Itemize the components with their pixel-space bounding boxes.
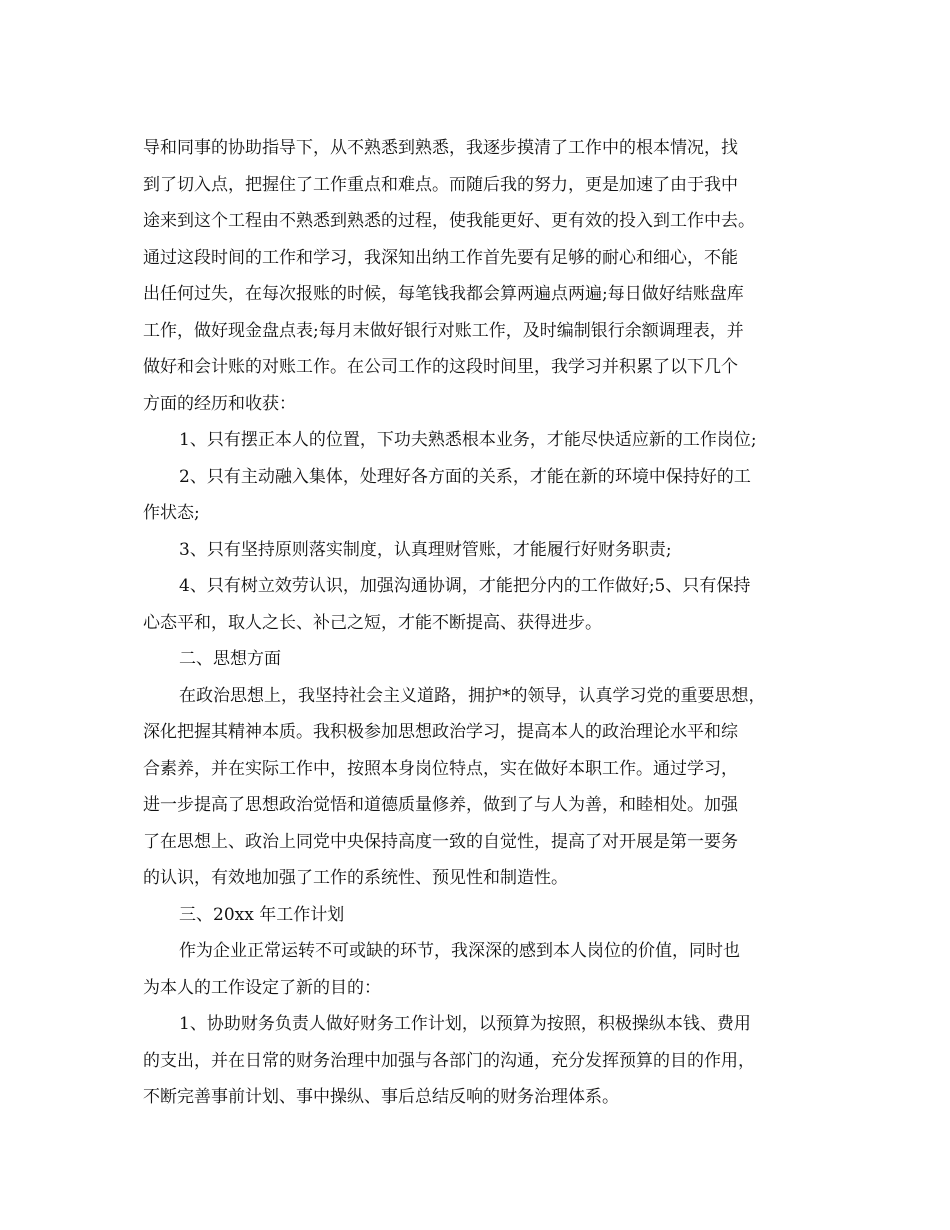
text-line: 出任何过失，在每次报账的时候，每笔钱我都会算两遍点两遍;每日做好结账盘库 — [143, 284, 744, 304]
text-line: 心态平和，取人之长、补己之短，才能不断提高、获得进步。 — [143, 612, 602, 633]
text-line: 合素养，并在实际工作中，按照本身岗位特点，实在做好本职工作。通过学习， — [143, 758, 738, 779]
text-line: 在政治思想上，我坚持社会主义道路，拥护*的领导，认真学习党的重要思想， — [179, 685, 766, 706]
text-line: 工作，做好现金盘点表;每月末做好银行对账工作，及时编制银行余额调理表，并 — [143, 320, 744, 341]
text-line: 为本人的工作设定了新的目的： — [143, 977, 381, 998]
text-line: 1、协助财务负责人做好财务工作计划，以预算为按照，积极操纵本钱、费用 — [179, 1014, 751, 1034]
text-line: 了在思想上、政治上同党中央保持高度一致的自觉性，提高了对开展是第一要务 — [143, 831, 738, 852]
text-line: 2、只有主动融入集体，处理好各方面的关系，才能在新的环境中保持好的工 — [179, 466, 751, 487]
text-line: 作为企业正常运转不可或缺的环节，我深深的感到本人岗位的价值，同时也 — [179, 941, 740, 961]
text-line: 到了切入点，把握住了工作重点和难点。而随后我的努力，更是加速了由于我中 — [143, 174, 738, 195]
text-line: 1、只有摆正本人的位置，下功夫熟悉根本业务，才能尽快适应新的工作岗位; — [179, 430, 757, 450]
text-line: 二、思想方面 — [179, 649, 281, 669]
text-line: 导和同事的协助指导下，从不熟悉到熟悉，我逐步摸清了工作中的根本情况，找 — [143, 138, 738, 158]
text-line: 3、只有坚持原则落实制度，认真理财管账，才能履行好财务职责; — [179, 539, 672, 560]
text-line: 作状态; — [143, 503, 200, 523]
text-line: 的认识，有效地加强了工作的系统性、预见性和制造性。 — [143, 868, 568, 888]
text-line: 4、只有树立效劳认识，加强沟通协调，才能把分内的工作做好;5、只有保持 — [179, 576, 751, 596]
text-line: 深化把握其精神本质。我积极参加思想政治学习，提高本人的政治理论水平和综 — [143, 722, 738, 742]
document-body — [143, 130, 823, 1116]
text-line: 途来到这个工程由不熟悉到熟悉的过程，使我能更好、更有效的投入到工作中去。 — [143, 211, 755, 231]
text-line: 不断完善事前计划、事中操纵、事后总结反响的财务治理体系。 — [143, 1087, 619, 1107]
text-line: 通过这段时间的工作和学习，我深知出纳工作首先要有足够的耐心和细心，不能 — [143, 247, 738, 268]
text-line: 方面的经历和收获： — [143, 393, 296, 414]
text-line: 进一步提高了思想政治觉悟和道德质量修养，做到了与人为善，和睦相处。加强 — [143, 795, 738, 815]
text-line: 做好和会计账的对账工作。在公司工作的这段时间里，我学习并积累了以下几个 — [143, 357, 738, 377]
text-line: 的支出，并在日常的财务治理中加强与各部门的沟通，充分发挥预算的目的作用， — [143, 1050, 755, 1071]
text-line: 三、20xx 年工作计划 — [179, 904, 345, 925]
